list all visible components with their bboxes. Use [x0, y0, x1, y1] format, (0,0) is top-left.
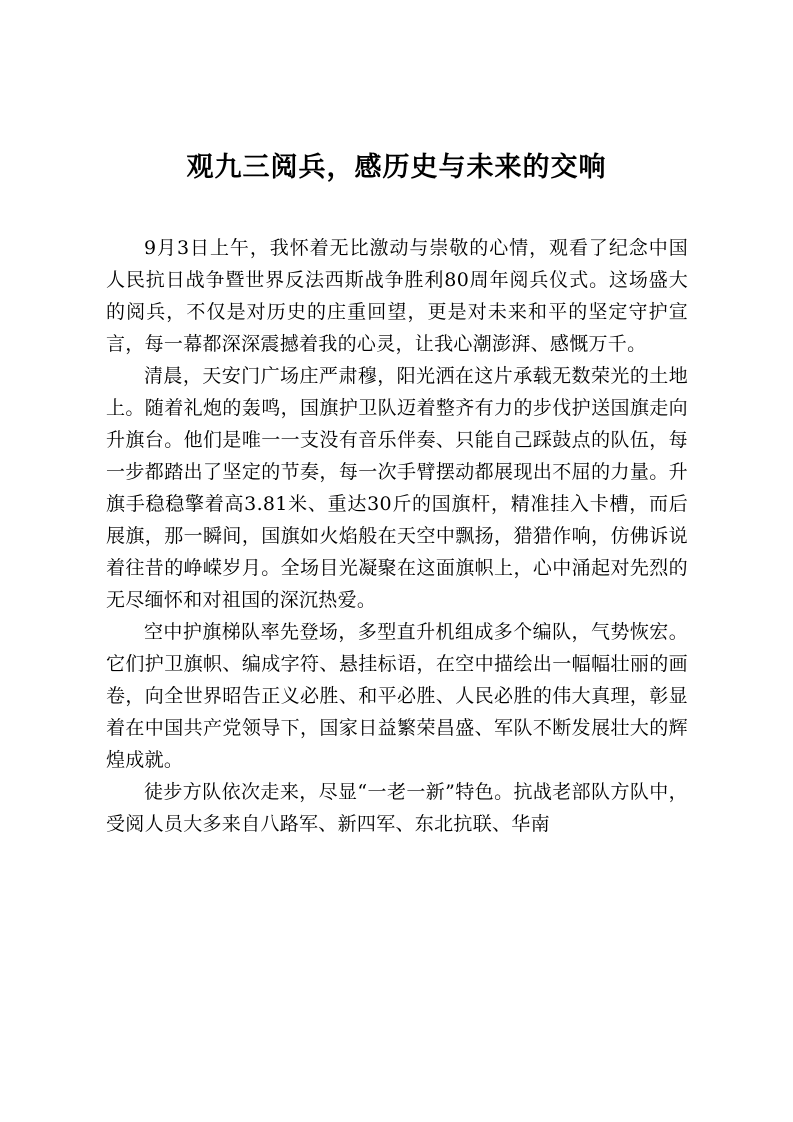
paragraph: 清晨，天安门广场庄严肃穆，阳光洒在这片承载无数荣光的土地上。随着礼炮的轰鸣，国旗护卫队迈着整齐有力的步伐护送国旗走向升旗台。他们是唯一一支没有音乐伴奏、只能自己踩鼓点的队伍，每一步都踏出了坚定的节奏，每一次手臂摆动都展现出不屈的力量。升旗手稳稳擎着高3.81米、重达30斤的国旗杆，精准挂入卡槽，而后展旗，那一瞬间，国旗如火焰般在天空中飘扬，猎猎作响，仿佛诉说着往昔的峥嵘岁月。全场目光凝聚在这面旗帜上，心中涌起对先烈的无尽缅怀和对祖国的深沉热爱。 — [106, 365, 688, 611]
document-title: 观九三阅兵，感历史与未来的交响 — [186, 152, 607, 183]
document-body — [106, 232, 688, 840]
paragraph: 空中护旗梯队率先登场，多型直升机组成多个编队，气势恢宏。它们护卫旗帜、编成字符、悬挂标语，在空中描绘出一幅幅壮丽的画卷，向全世界昭告正义必胜、和平必胜、人民必胜的伟大真理，彰显着在中国共产党领导下，国家日益繁荣昌盛、军队不断发展壮大的辉煌成就。 — [106, 621, 688, 771]
paragraph: 徒步方队依次走来，尽显“一老一新”特色。抗战老部队方队中，受阅人员大多来自八路军、新四军、东北抗联、华南 — [106, 781, 688, 835]
paragraph: 9月3日上午，我怀着无比激动与崇敬的心情，观看了纪念中国人民抗日战争暨世界反法西斯战争胜利80周年阅兵仪式。这场盛大的阅兵，不仅是对历史的庄重回望，更是对未来和平的坚定守护宣言，每一幕都深深震撼着我的心灵，让我心潮澎湃、感慨万千。 — [106, 237, 688, 355]
